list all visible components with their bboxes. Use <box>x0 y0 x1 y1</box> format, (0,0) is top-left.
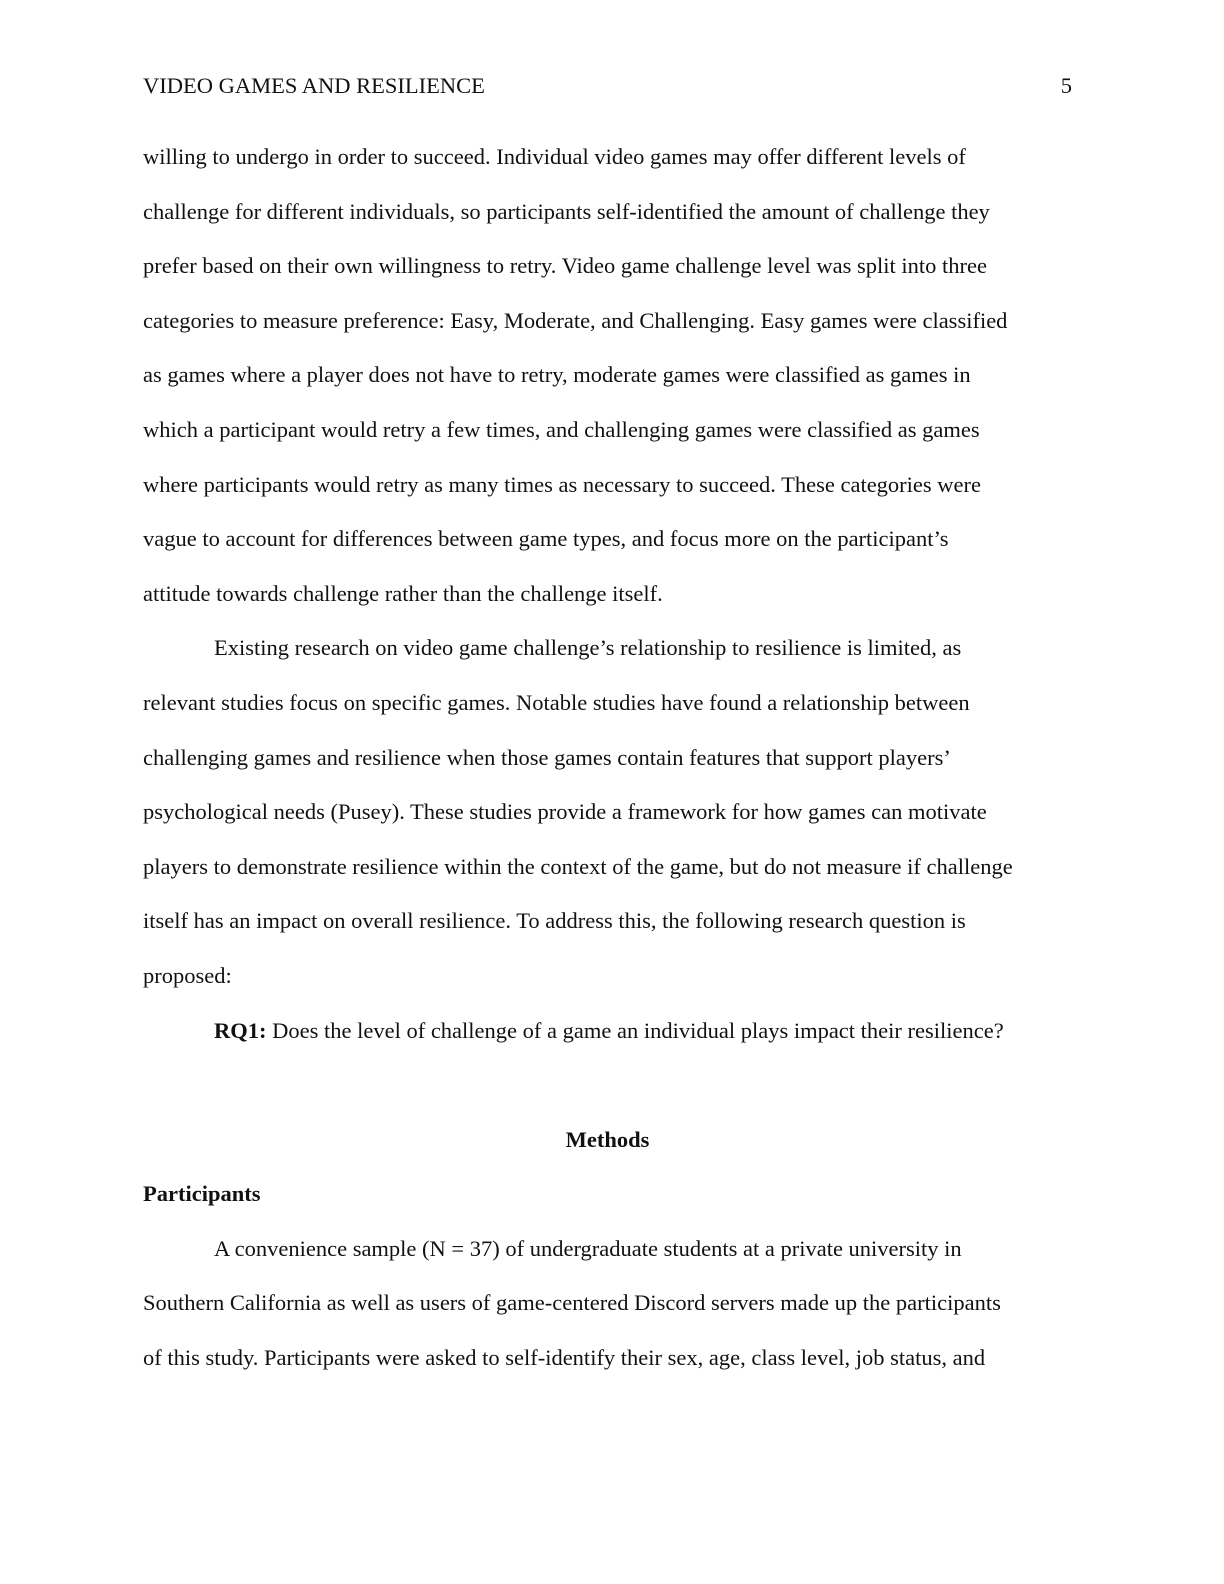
body-line: relevant studies focus on specific games. Notable studies have found a relationship between <box>143 689 970 715</box>
body-line: challenge for different individuals, so participants self-identified the amount of challenge they <box>143 198 990 224</box>
spacer <box>143 1069 1072 1124</box>
body-line: where participants would retry as many times as necessary to succeed. These categories were <box>143 471 982 497</box>
body-line: challenging games and resilience when those games contain features that support players’ <box>143 744 951 770</box>
body-line: attitude towards challenge rather than the challenge itself. <box>143 580 663 606</box>
body-line: A convenience sample (N = 37) of undergraduate students at a private university in <box>214 1235 962 1261</box>
body-line: categories to measure preference: Easy, Moderate, and Challenging. Easy games were classified <box>143 307 1008 333</box>
body-line: Southern California as well as users of game-centered Discord servers made up the participants <box>143 1290 1001 1316</box>
research-question-text: Does the level of challenge of a game an individual plays impact their resilience? <box>266 1017 1004 1043</box>
body-line: players to demonstrate resilience within the context of the game, but do not measure if challenge <box>143 853 1013 879</box>
research-question <box>143 1015 1072 1070</box>
document-body <box>143 141 1072 1397</box>
section-heading: Methods <box>565 1126 650 1152</box>
subsection-heading: Participants <box>143 1181 261 1207</box>
body-line: prefer based on their own willingness to retry. Video game challenge level was split into three <box>143 253 988 279</box>
body-line: which a participant would retry a few times, and challenging games were classified as games <box>143 416 980 442</box>
body-line: as games where a player does not have to retry, moderate games were classified as games in <box>143 362 971 388</box>
body-line: itself has an impact on overall resilience. To address this, the following research question is <box>143 908 966 934</box>
running-head-title: VIDEO GAMES AND RESILIENCE <box>143 73 485 98</box>
body-line: proposed: <box>143 962 232 988</box>
body-line: willing to undergo in order to succeed. Individual video games may offer different levels of <box>143 144 966 169</box>
body-line: of this study. Participants were asked to self-identify their sex, age, class level, job status, and <box>143 1345 986 1371</box>
body-line: Existing research on video game challenge’s relationship to resilience is limited, as <box>214 635 962 661</box>
page-number: 5 <box>1060 73 1072 98</box>
body-line: vague to account for differences between game types, and focus more on the participant’s <box>143 526 949 552</box>
research-question-label: RQ1: <box>214 1017 267 1043</box>
running-head <box>143 71 1072 101</box>
body-line: psychological needs (Pusey). These studies provide a framework for how games can motivate <box>143 799 987 825</box>
